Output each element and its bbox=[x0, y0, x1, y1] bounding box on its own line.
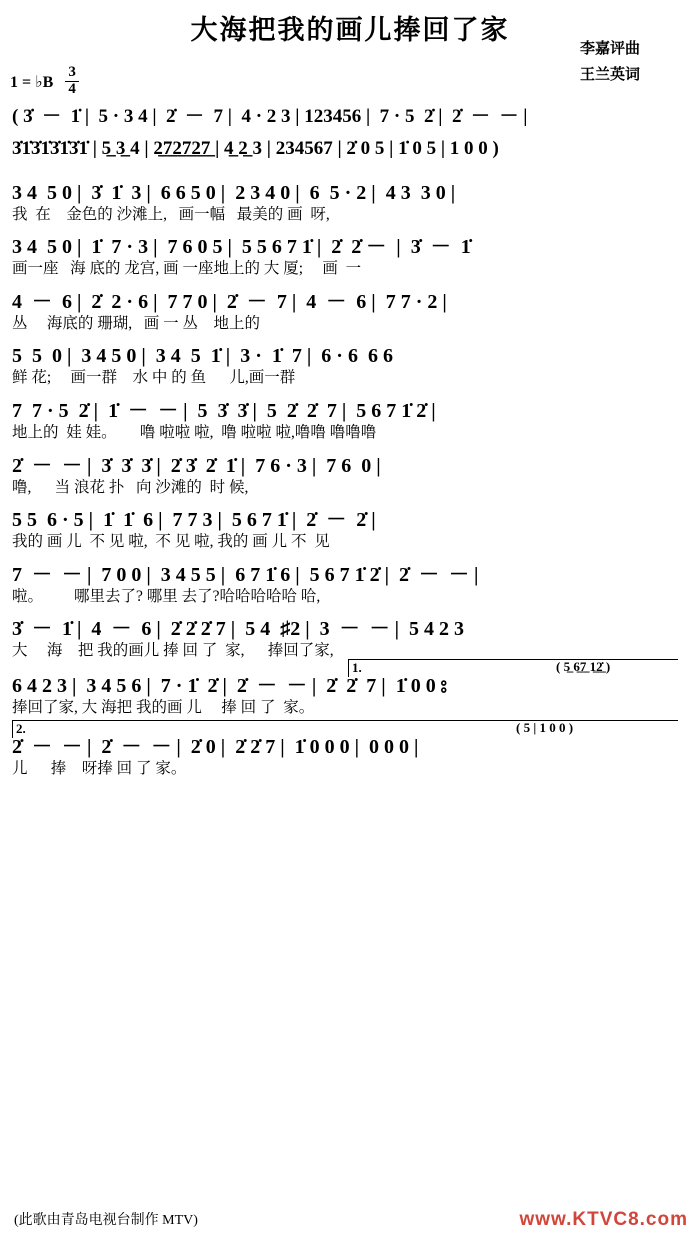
notation-line: 2̇ － － | 2̇ － － | 2̇ 0 | 2̇ 2̇ 7 | 1̇ 0 0 0 | 0 0 0 | bbox=[12, 735, 419, 758]
lyric-line: 我 在 金色的 沙滩上, 画一幅 最美的 画 呀, bbox=[12, 205, 330, 223]
lyric-line: 画一座 海 底的 龙宫, 画 一座地上的 大 厦; 画 一 bbox=[12, 260, 362, 278]
ending-2-alt-notes: ( 5 | 1 0 0 ) bbox=[516, 719, 574, 735]
staff-system bbox=[0, 345, 700, 388]
time-signature-numerator: 3 bbox=[65, 65, 79, 82]
ending-1-alt-notes: ( 5̲ 6̲7̲ 1̲2̲̇ ) bbox=[556, 659, 611, 675]
lyric-line: 我的 画 儿 不 见 啦, 不 见 啦, 我的 画 儿 不 见 bbox=[12, 533, 330, 551]
notation-line: 2̇ － － | 3̇ 3̇ 3̇ | 2̇ 3̇ 2̇ 1̇ | 7 6 · 3 | 7 6 0 | bbox=[12, 454, 381, 477]
key-label: 1 = ♭B bbox=[10, 74, 54, 92]
notation-line: 3̇1̇3̇1̇3̇1̇3̇1̇ | 5̲ 3̲ 4 | 2̲7̲2̲7̲2̲7̲ | 4̲ 2̲ 3 | 234567 | 2̇ 0 5 | 1̇ 0 5 | 1 0 0 ) bbox=[12, 137, 499, 159]
lyric-line: 捧回了家, 大 海把 我的画 儿 捧 回 了 家。 bbox=[12, 699, 315, 717]
staff-system-ending-1 bbox=[0, 659, 700, 718]
staff-system bbox=[0, 400, 700, 443]
time-signature-denominator: 4 bbox=[68, 80, 76, 97]
page-title: 大海把我的画儿捧回了家 bbox=[190, 15, 510, 45]
lyric-line: 丛 海底的 珊瑚, 画 一 丛 地上的 bbox=[12, 314, 261, 332]
ending-bracket-2: 2. bbox=[12, 720, 678, 738]
staff-system-ending-2 bbox=[0, 719, 700, 779]
notation-line: 3 4 5 0 | 1̇ 7 · 3 | 7 6 0 5 | 5 5 6 7 1̇ | 2̇ 2̇ － | 3̇ － 1̇ bbox=[12, 236, 471, 259]
lyric-line: 儿 捧 呀捧 回 了 家。 bbox=[12, 759, 187, 777]
time-signature bbox=[65, 65, 79, 98]
score-body bbox=[0, 96, 700, 778]
staff-system bbox=[0, 182, 700, 225]
lyric-line: 鲜 花; 画一群 水 中 的 鱼 儿,画一群 bbox=[12, 369, 296, 387]
lyricist-credit: 王兰英词 bbox=[579, 67, 640, 83]
notation-line: 5 5 6 · 5 | 1̇ 1̇ 6 | 7 7 3 | 5 6 7 1̇ | 2̇ － 2̇ | bbox=[12, 509, 376, 532]
staff-system bbox=[0, 138, 700, 160]
lyric-line: 噜, 当 浪花 扑 向 沙滩的 时 候, bbox=[12, 478, 249, 496]
composer-credit: 李嘉评曲 bbox=[579, 41, 640, 57]
notation-line: 6 4 2 3 | 3 4 5 6 | 7 · 1̇ 2̇ | 2̇ － － | 2̇ 2̇ 7 | 1̇ 0 0 ⦂ bbox=[12, 675, 447, 698]
watermark: www.KTVC8.com bbox=[519, 1209, 688, 1230]
notation-line: 4 － 6 | 2̇ 2 · 6 | 7 7 0 | 2̇ － 7 | 4 － 6 | 7 7 · 2 | bbox=[12, 290, 447, 313]
lyric-line: 地上的 娃 娃。 噜 啦啦 啦, 噜 啦啦 啦,噜噜 噜噜噜 bbox=[12, 424, 377, 442]
staff-system bbox=[0, 618, 700, 661]
notation-line: 7 － － | 7 0 0 | 3 4 5 5 | 6 7 1̇ 6 | 5 6 7 1̇ 2̇ | 2̇ － － | bbox=[12, 563, 479, 586]
notation-line: 7 7 · 5 2̇ | 1̇ － － | 5 3̇ 3̇ | 5 2̇ 2̇ 7 | 5 6 7 1̇ 2̇ | bbox=[12, 400, 436, 423]
ending-bracket-1: 1. bbox=[348, 659, 678, 677]
staff-system bbox=[0, 236, 700, 279]
notation-line: ( 3̇ － 1̇ | 5 · 3 4 | 2̇ － 7 | 4 · 2 3 | 123456 | 7 · 5 2̇ | 2̇ － － | bbox=[12, 106, 528, 127]
staff-system bbox=[0, 291, 700, 334]
notation-line: 3̇ － 1̇ | 4 － 6 | 2̇ 2̇ 2̇ 7 | 5 4 ♯2 | 3 － － | 5 4 2 3 bbox=[12, 618, 465, 641]
key-signature bbox=[10, 66, 79, 99]
footnote: (此歌由青岛电视台制作 MTV) bbox=[14, 1213, 198, 1228]
staff-system bbox=[0, 564, 700, 607]
notation-line: 5 5 0 | 3 4 5 0 | 3 4 5 1̇ | 3 · 1̇ 7 | 6 · 6 6 6 bbox=[12, 345, 393, 368]
credits bbox=[580, 36, 640, 88]
notation-line: 3 4 5 0 | 3̇ 1̇ 3 | 6 6 5 0 | 2 3 4 0 | 6 5 · 2 | 4 3 3 0 | bbox=[12, 181, 456, 204]
staff-system bbox=[0, 106, 700, 128]
lyric-line: 大 海 把 我的画儿 捧 回 了 家, 捧回了家, bbox=[12, 642, 334, 660]
lyric-line: 啦。 哪里去了? 哪里 去了?哈哈哈哈哈 哈, bbox=[12, 587, 321, 605]
staff-system bbox=[0, 455, 700, 498]
staff-system bbox=[0, 509, 700, 552]
